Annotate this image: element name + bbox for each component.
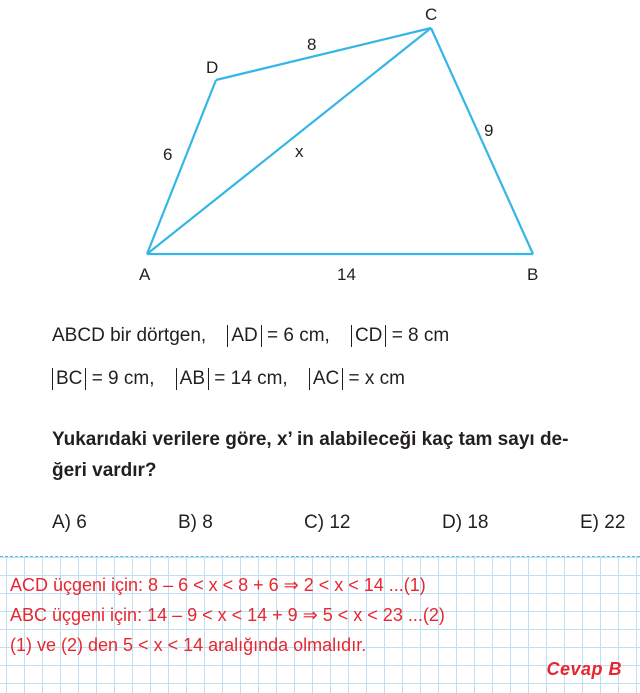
abs-cd: CD	[351, 325, 386, 347]
solution-box	[0, 556, 640, 693]
edge-ad-label: 6	[163, 145, 173, 164]
value-cd: = 8 cm	[391, 325, 450, 346]
vertex-d-label: D	[206, 58, 219, 77]
choice-b[interactable]: B) 8	[178, 512, 213, 533]
choice-a[interactable]: A) 6	[52, 512, 87, 533]
solution-line-3: (1) ve (2) den 5 < x < 14 aralığında olmalıdır.	[10, 635, 367, 655]
given-intro: ABCD bir dörtgen,	[52, 325, 207, 346]
vertex-b-label: B	[527, 265, 539, 284]
vertex-c-label: C	[425, 5, 438, 24]
question-line-2: ğeri vardır?	[52, 460, 157, 481]
abs-ad: AD	[227, 325, 261, 347]
solution-line-1: ACD üçgeni için: 8 – 6 < x < 8 + 6 ⇒ 2 < x < 14 ...(1)	[10, 575, 426, 595]
solution-line-2: ABC üçgeni için: 14 – 9 < x < 14 + 9 ⇒ 5 < x < 23 ...(2)	[10, 605, 445, 625]
value-bc: = 9 cm,	[91, 368, 155, 389]
value-ab: = 14 cm,	[214, 368, 288, 389]
answer-label: Cevap B	[546, 659, 622, 679]
given-line-2	[52, 368, 405, 390]
quadrilateral-figure	[0, 0, 640, 300]
abs-ac: AC	[309, 368, 343, 390]
abs-bc: BC	[52, 368, 86, 390]
diagonal-ac-label: x	[295, 142, 304, 161]
abs-ab: AB	[176, 368, 209, 390]
answer-choices	[0, 512, 640, 538]
vertex-a-label: A	[139, 265, 151, 284]
edge-ab-label: 14	[337, 265, 356, 284]
edge-dc-label: 8	[307, 35, 317, 54]
choice-c[interactable]: C) 12	[304, 512, 351, 533]
question-line-1: Yukarıdaki verilere göre, x’ in alabileceği kaç tam sayı de-	[52, 429, 569, 450]
choice-d[interactable]: D) 18	[442, 512, 489, 533]
choice-e[interactable]: E) 22	[580, 512, 626, 533]
value-ad: = 6 cm,	[267, 325, 330, 346]
edge-cb-label: 9	[484, 121, 494, 140]
edge-cb	[431, 28, 533, 254]
question-text	[52, 424, 632, 486]
value-ac: = x cm	[348, 368, 405, 389]
given-line-1	[52, 325, 449, 347]
